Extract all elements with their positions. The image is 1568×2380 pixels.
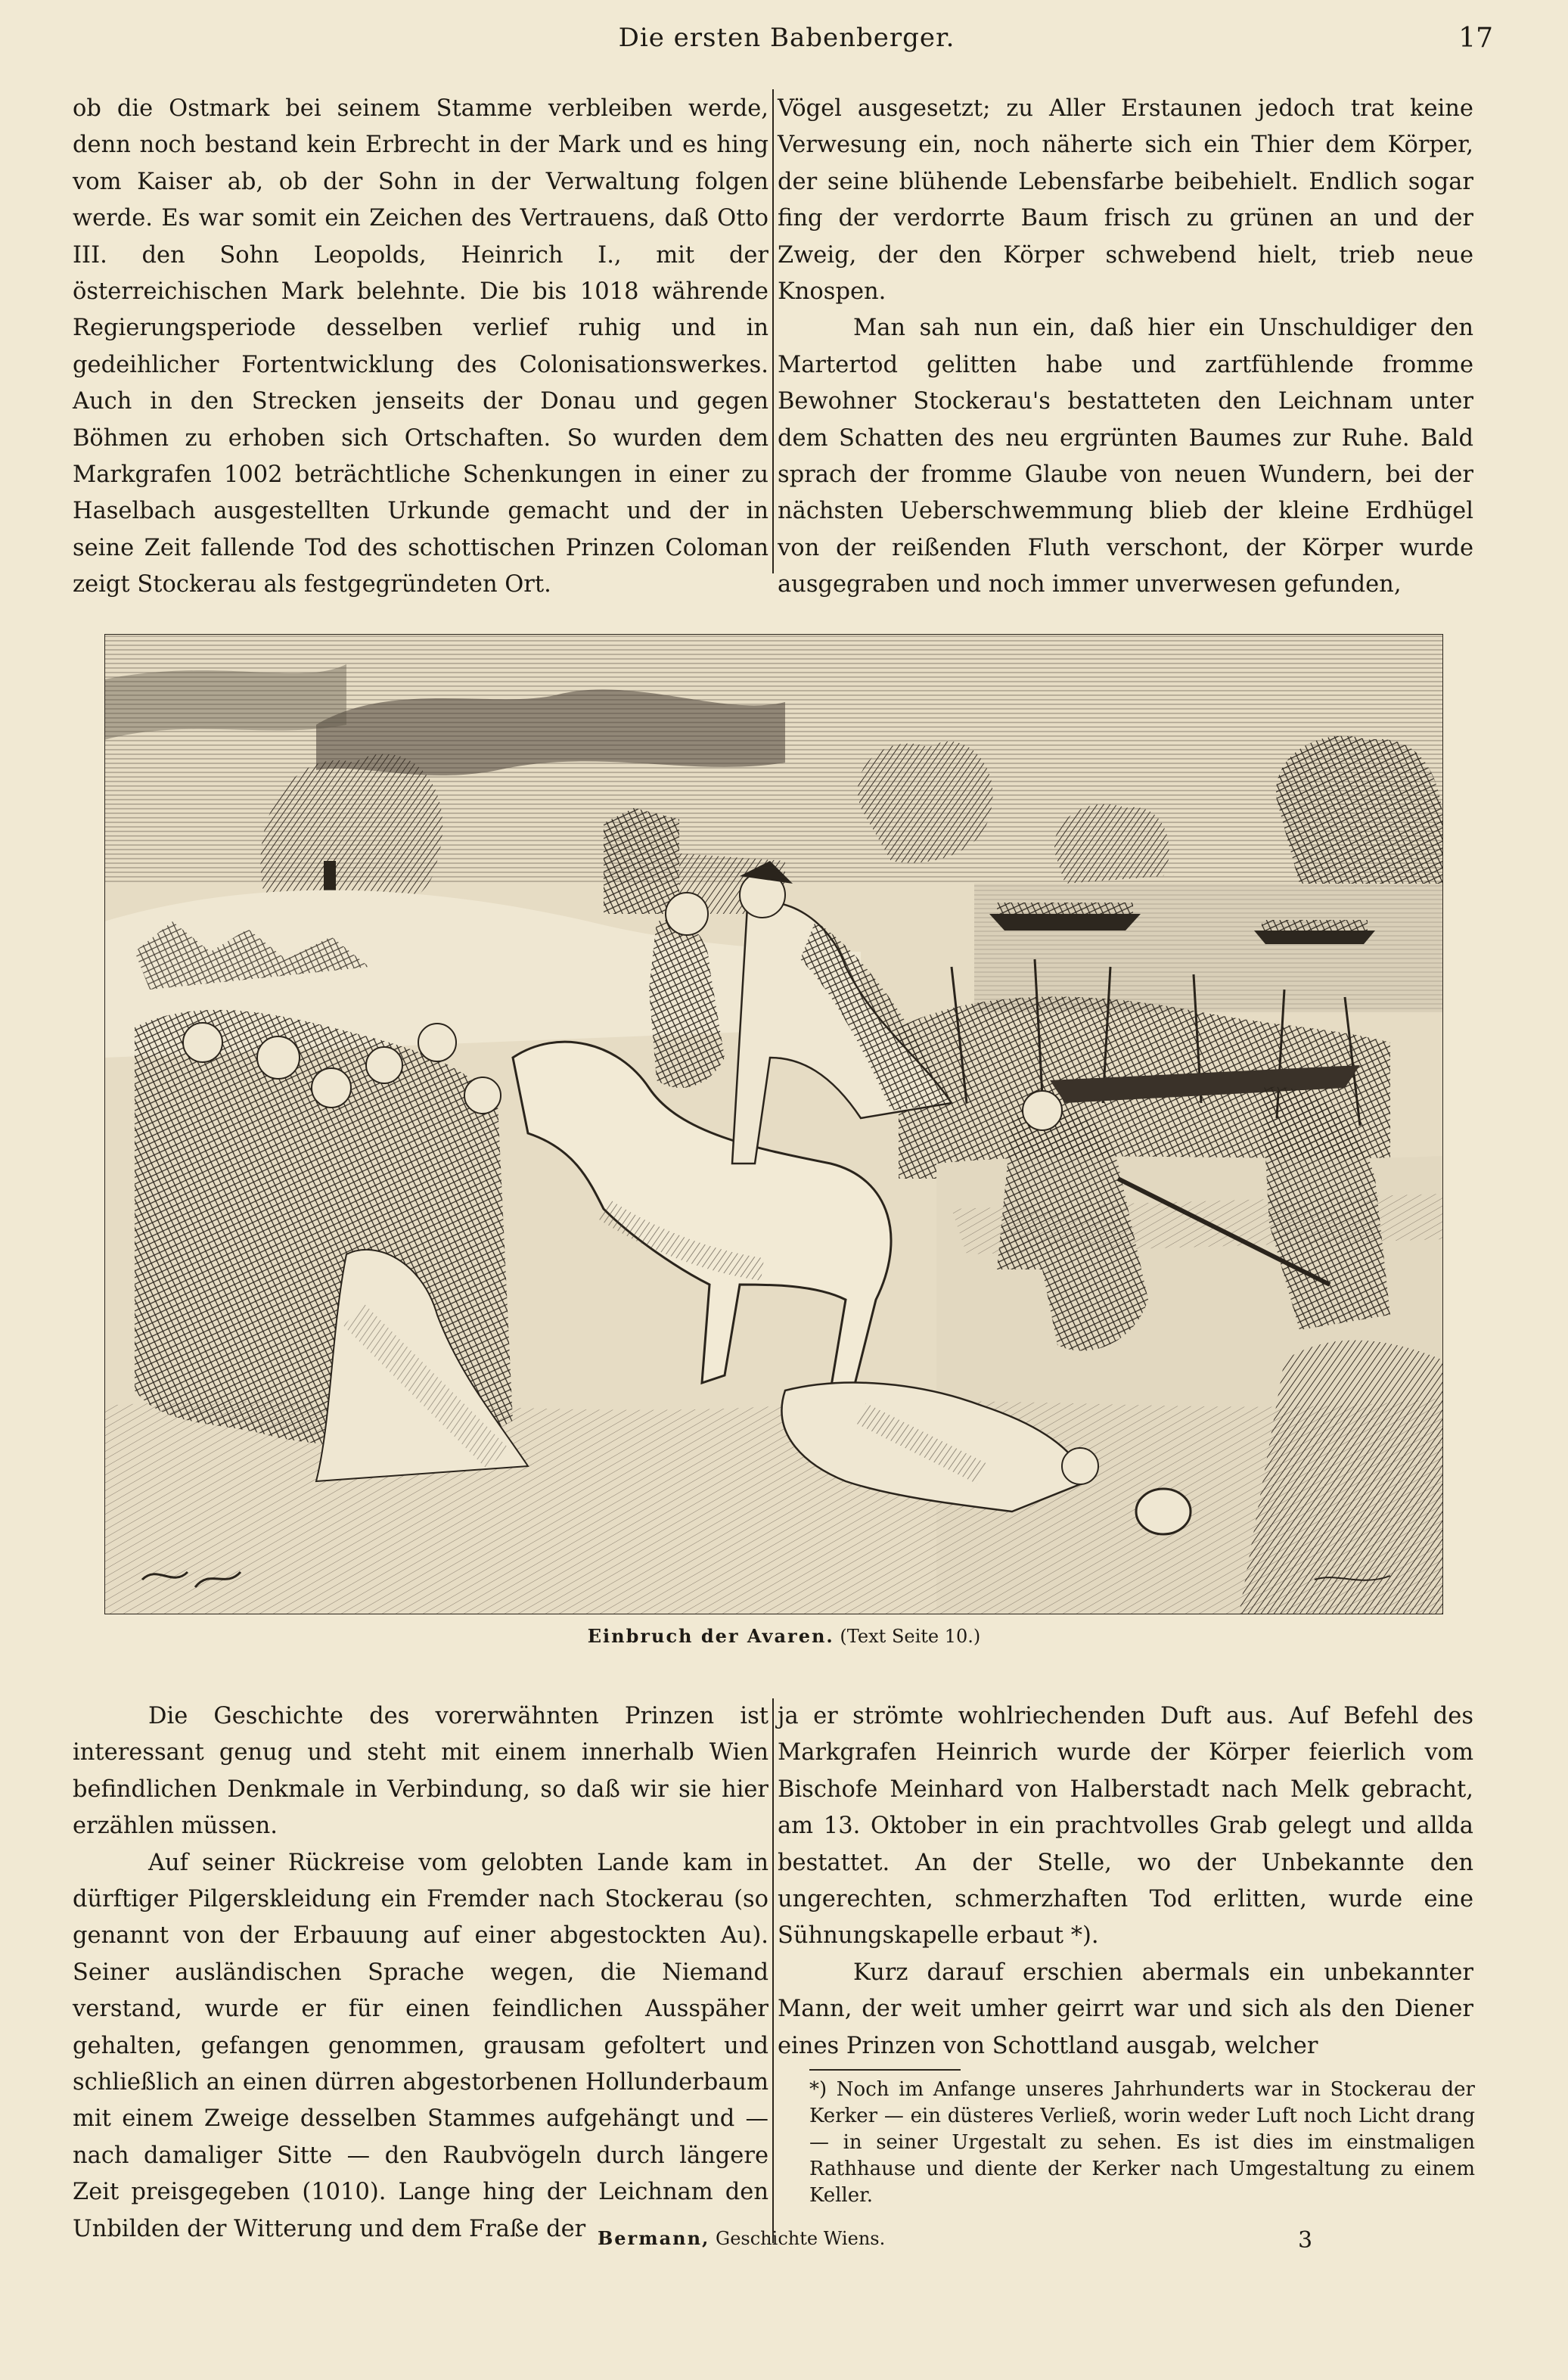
figure-caption xyxy=(0,1625,1568,1647)
sheet-number: 3 xyxy=(1298,2227,1313,2254)
text-column-bottom-left xyxy=(73,1698,768,2248)
paragraph: Vögel ausgesetzt; zu Aller Erstaunen jedoch trat keine Verwesung ein, noch näherte sich ein Thier dem Körper, der seine blühende Lebensfarbe beibehielt. Endlich sogar fing der verdorrte Baum frisch zu grünen an und der Zweig, der den Körper schwebend hielt, trieb neue Knospen. xyxy=(778,95,1473,306)
column-divider-top xyxy=(772,89,774,573)
page-footer xyxy=(0,2227,1568,2257)
paragraph: Die Geschichte des vorerwähnten Prinzen ist interessant genug und steht mit einem innerhalb Wien befindlichen Denkmale in Verbindung, so daß wir sie hier erzählen müssen. xyxy=(73,1703,768,1840)
footnote-divider xyxy=(809,2069,961,2071)
paragraph: ja er strömte wohlriechenden Duft aus. Auf Befehl des Markgrafen Heinrich wurde der Körper feierlich vom Bischofe Meinhard von Halberstadt nach Melk gebracht, am 13. Oktober in ein prachtvolles Grab gelegt und allda bestattet. An der Stelle, wo der Unbekannte den ungerechten, schmerzhaften Tod erlitten, wurde eine Sühnungskapelle erbaut *). xyxy=(778,1703,1473,1950)
text-column-bottom-right xyxy=(778,1698,1473,2065)
paragraph: Auf seiner Rückreise vom gelobten Lande kam in dürftiger Pilgerskleidung ein Fremder nach Stockerau (so genannt von der Erbauung auf einer abgestockten Au). Seiner ausländischen Sprache wegen, die Niemand verstand, wurde er für einen feindlichen Ausspäher gehalten, gefangen genommen, grausam gefoltert und schließlich an einen dürren abgestorbenen Hollunderbaum mit einem Zweige desselben Stammes aufgehängt und — nach damaliger Sitte — den Raubvögeln durch längere Zeit preisgegeben (1010). Lange hing der Leichnam den Unbilden der Witterung und dem Fraße der xyxy=(73,1849,768,2242)
column-divider-bottom xyxy=(772,1698,774,2243)
caption-reference: (Text Seite 10.) xyxy=(840,1626,981,1647)
text-column-top-left xyxy=(73,91,768,604)
printer-signature xyxy=(598,2227,885,2249)
signature-title: Geschichte Wiens. xyxy=(716,2228,886,2249)
paragraph: ob die Ostmark bei seinem Stamme verbleiben werde, denn noch bestand kein Erbrecht in der Mark und es hing vom Kaiser ab, ob der Sohn in der Verwaltung folgen werde. Es war somit ein Zeichen des Vertrauens, daß Otto III. den Sohn Leopolds, Heinrich I., mit der österreichischen Mark belehnte. Die bis 1018 währende Regierungsperiode desselben verlief ruhig und in gedeihlicher Fortentwicklung des Colonisationswerkes. Auch in den Strecken jenseits der Donau und gegen Böhmen zu erhoben sich Ortschaften. So wurden dem Markgrafen 1002 beträchtliche Schenkungen in einer zu Haselbach ausgestellten Urkunde gemacht und der in seine Zeit fallende Tod des schottischen Prinzen Coloman zeigt Stockerau als festgegründeten Ort. xyxy=(73,95,768,598)
running-head xyxy=(76,23,1498,61)
paragraph: Kurz darauf erschien abermals ein unbekannter Mann, der weit umher geirrt war und sich als den Diener eines Prinzen von Schottland ausgab, welcher xyxy=(778,1959,1473,2059)
footnote: *) Noch im Anfange unseres Jahrhunderts war in Stockerau der Kerker — ein düsteres Verließ, worin weder Luft noch Licht drang — in seiner Urgestalt zu sehen. Es ist dies im einstmaligen Rathhause und diente der Kerker nach Umgestaltung zu einem Keller. xyxy=(809,2078,1475,2207)
caption-title: Einbruch der Avaren. xyxy=(587,1625,834,1647)
page-number: 17 xyxy=(1458,23,1493,54)
paragraph: Man sah nun ein, daß hier ein Unschuldiger den Martertod gelitten habe und zartfühlende fromme Bewohner Stockerau's bestatteten den Leichnam unter dem Schatten des neu ergrünten Baumes zur Ruhe. Bald sprach der fromme Glaube von neuen Wundern, bei der nächsten Ueberschwemmung blieb der kleine Erdhügel von der reißenden Fluth verschont, der Körper wurde ausgegraben und noch immer unverwesen gefunden, xyxy=(778,315,1473,598)
running-title: Die ersten Babenberger. xyxy=(618,23,955,53)
engraving-artwork xyxy=(104,634,1443,1614)
text-column-top-right xyxy=(778,91,1473,604)
engraving-illustration xyxy=(104,634,1443,1614)
signature-author: Bermann, xyxy=(598,2227,710,2249)
